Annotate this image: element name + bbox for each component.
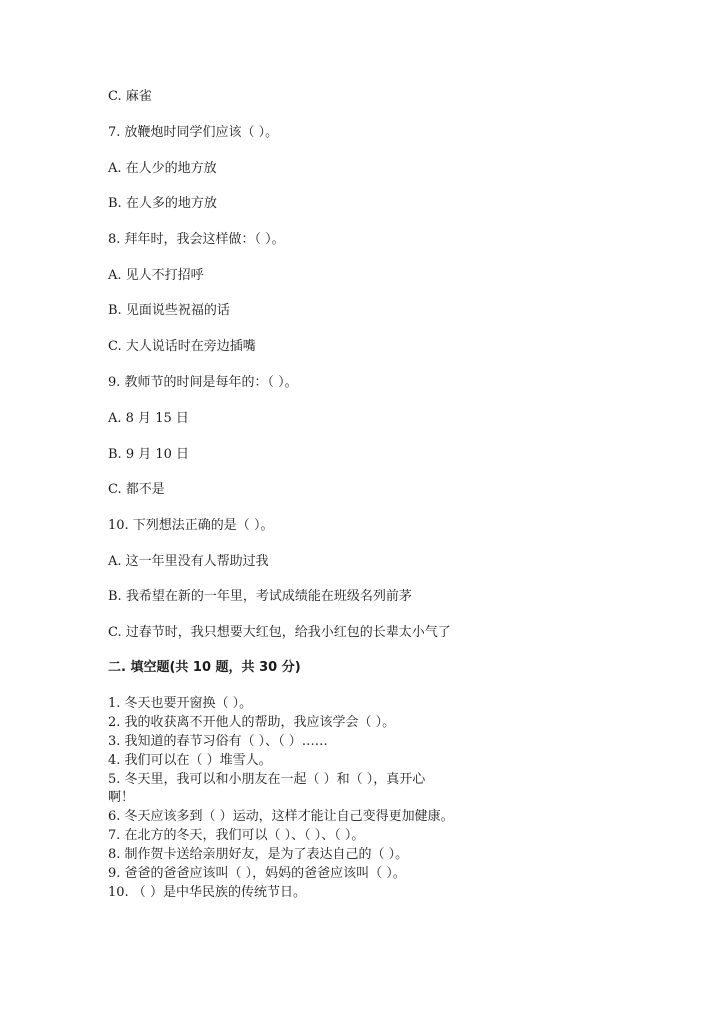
- choice-option: C. 都不是: [108, 482, 165, 497]
- fill-question-9: 9. 爸爸的爸爸应该叫（ ），妈妈的爸爸应该叫（ ）。: [108, 866, 406, 881]
- choice-option: B. 我希望在新的一年里，考试成绩能在班级名列前茅: [108, 589, 412, 604]
- fill-question-6: 6. 冬天应该多到（ ）运动，这样才能让自己变得更加健康。: [108, 809, 454, 824]
- fill-question-5: 5. 冬天里，我可以和小朋友在一起（ ）和（ ），真开心: [108, 772, 426, 787]
- choice-option: B. 9 月 10 日: [108, 447, 190, 462]
- choice-option: A. 8 月 15 日: [108, 411, 189, 426]
- fill-question-7: 7. 在北方的冬天，我们可以（ ）、（ ）、（ ）。: [108, 828, 365, 843]
- choice-option: C. 过春节时，我只想要大红包，给我小红包的长辈太小气了: [108, 625, 451, 640]
- fill-question-4: 4. 我们可以在（ ）堆雪人。: [108, 753, 272, 768]
- choice-option: A. 见人不打招呼: [108, 268, 204, 283]
- question-8: 8. 拜年时，我会这样做：（ ）。: [108, 232, 285, 247]
- choice-option: B. 在人多的地方放: [108, 196, 217, 211]
- fill-question-5-cont: 啊！: [108, 790, 135, 805]
- question-10: 10. 下列想法正确的是（ ）。: [108, 518, 274, 533]
- choice-option: C. 大人说话时在旁边插嘴: [108, 339, 256, 354]
- choice-option: A. 在人少的地方放: [108, 161, 217, 176]
- fill-question-2: 2. 我的收获离不开他人的帮助，我应该学会（ ）。: [108, 715, 396, 730]
- fill-question-1: 1. 冬天也要开窗换（ ）。: [108, 696, 253, 711]
- choice-option: B. 见面说些祝福的话: [108, 303, 230, 318]
- question-9: 9. 教师节的时间是每年的：（ ）。: [108, 375, 298, 390]
- fill-question-3: 3. 我知道的春节习俗有（ ）、（ ）……: [108, 734, 328, 749]
- choice-option: A. 这一年里没有人帮助过我: [108, 554, 269, 569]
- section-heading: 二. 填空题(共 10 题，共 30 分): [108, 660, 301, 675]
- choice-option: C. 麻雀: [108, 89, 152, 104]
- fill-question-10: 10. （ ）是中华民族的传统节日。: [108, 885, 306, 900]
- question-7: 7. 放鞭炮时同学们应该（ ）。: [108, 125, 279, 140]
- fill-question-8: 8. 制作贺卡送给亲朋好友，是为了表达自己的（ ）。: [108, 847, 409, 862]
